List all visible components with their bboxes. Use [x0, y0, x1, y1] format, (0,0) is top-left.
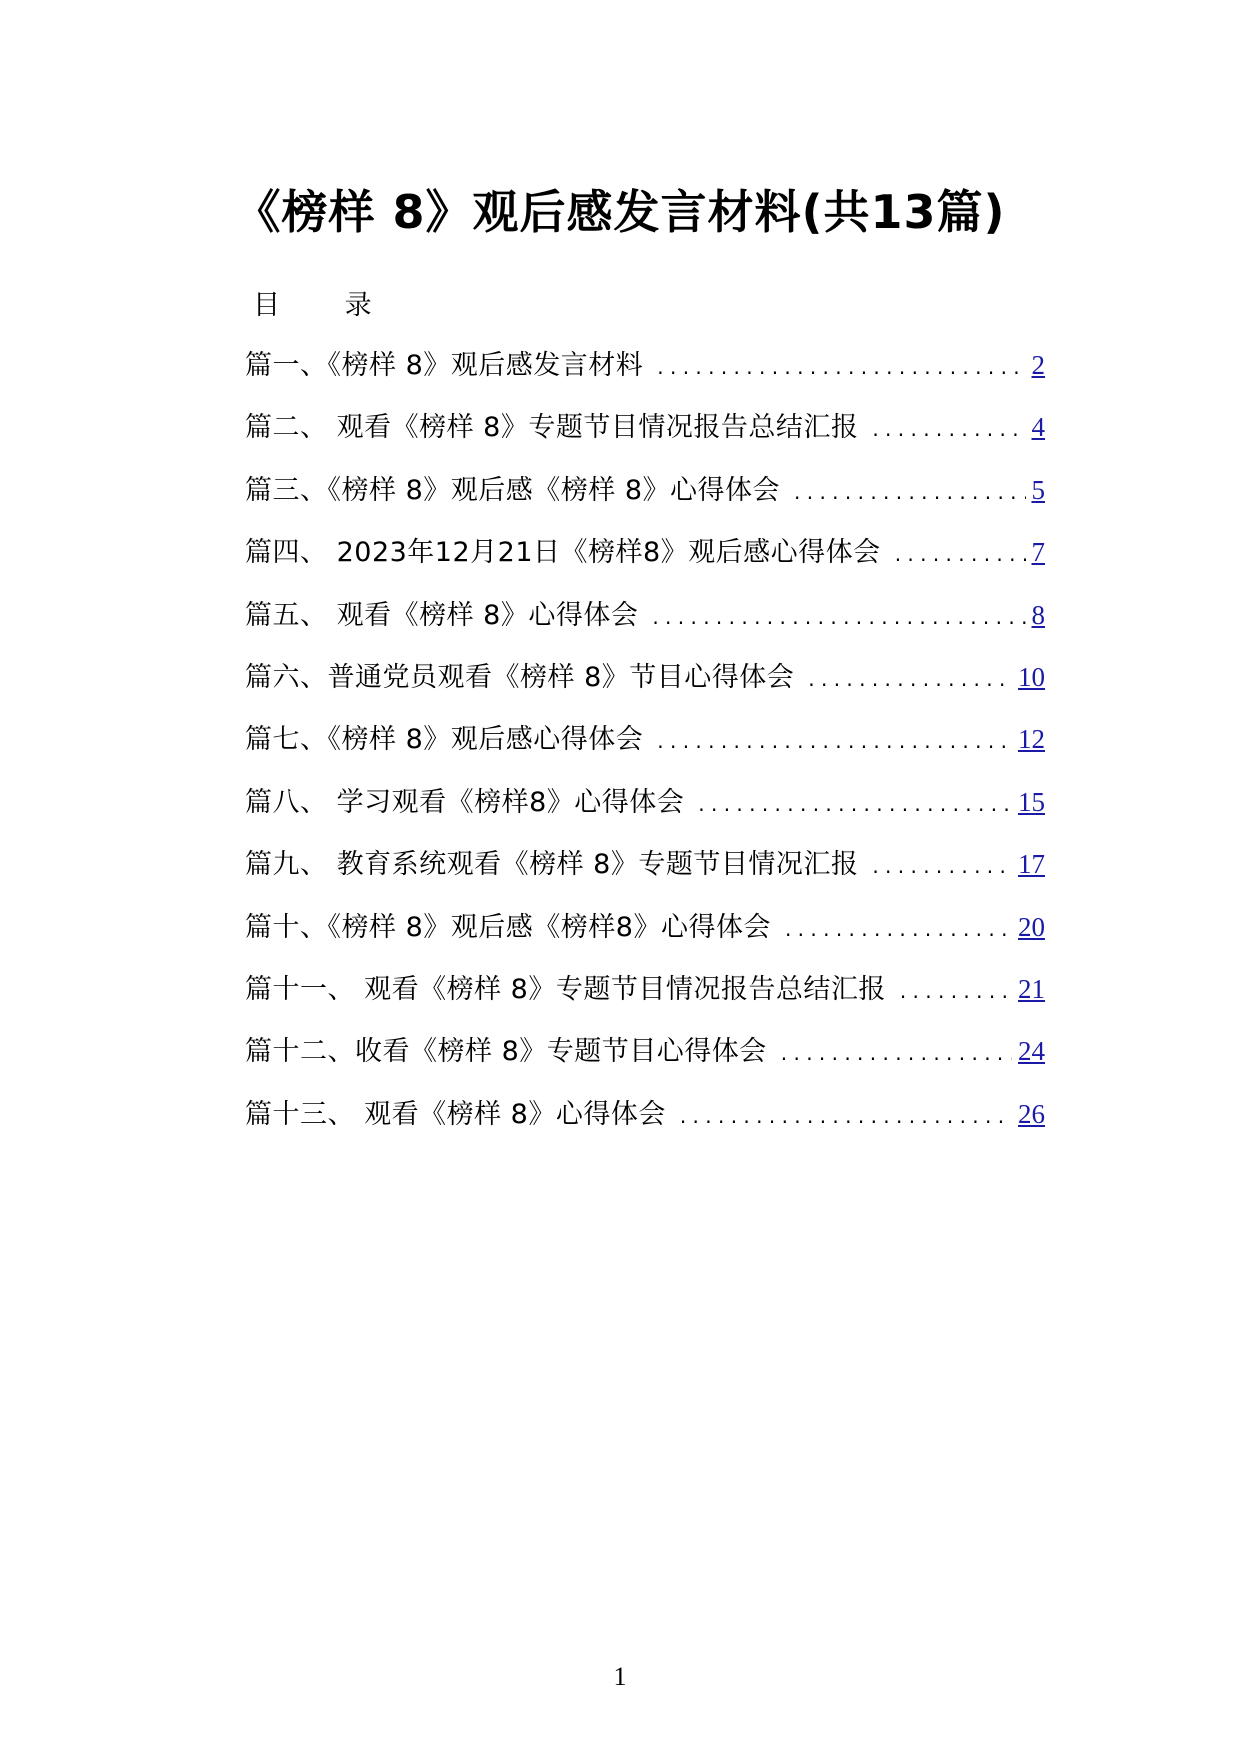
toc-entry-9[interactable]: [245, 844, 1045, 906]
toc-leader-dots: [698, 784, 1012, 824]
toc-heading: 目 录: [253, 290, 400, 321]
page-number: 1: [613, 1662, 627, 1691]
toc-entry-8[interactable]: [245, 782, 1045, 844]
toc-leader-dots: [872, 409, 1025, 449]
toc-entry-4[interactable]: [245, 532, 1045, 594]
toc-entry-6[interactable]: [245, 657, 1045, 719]
toc-entry-label[interactable]: 篇六、普通党员观看《榜样 8》节目心得体会: [245, 661, 795, 693]
toc-page-link[interactable]: 2: [1031, 350, 1045, 380]
toc-entry-label[interactable]: 篇十、《榜样 8》观后感《榜样8》心得体会: [245, 911, 771, 943]
toc-leader-dots: [808, 659, 1012, 699]
toc-entry-label[interactable]: 篇十三、 观看《榜样 8》心得体会: [245, 1098, 666, 1130]
toc-entry-label[interactable]: 篇五、 观看《榜样 8》心得体会: [245, 599, 639, 631]
toc-leader-dots: [781, 1033, 1012, 1073]
toc-entry-label[interactable]: 篇八、 学习观看《榜样8》心得体会: [245, 786, 685, 818]
toc-page-link[interactable]: 15: [1018, 786, 1045, 817]
toc-entry-label[interactable]: 篇十一、 观看《榜样 8》专题节目情况报告总结汇报: [245, 973, 886, 1005]
toc-entry-label[interactable]: 篇二、 观看《榜样 8》专题节目情况报告总结汇报: [245, 412, 859, 444]
toc-page-link[interactable]: 26: [1018, 1098, 1045, 1129]
toc-leader-dots: [794, 472, 1025, 512]
toc-entry-5[interactable]: [245, 595, 1045, 657]
toc-entry-2[interactable]: [245, 407, 1045, 469]
toc-leader-dots: [872, 846, 1012, 886]
toc-entry-label[interactable]: 篇十二、收看《榜样 8》专题节目心得体会: [245, 1036, 767, 1068]
toc-leader-dots: [657, 347, 1025, 387]
toc-page-link[interactable]: 10: [1018, 661, 1045, 692]
toc-page-link[interactable]: 4: [1031, 412, 1045, 443]
toc-page-link[interactable]: 24: [1018, 1036, 1045, 1067]
toc-entry-label[interactable]: 篇九、 教育系统观看《榜样 8》专题节目情况汇报: [245, 849, 859, 881]
toc-entry-7[interactable]: [245, 719, 1045, 781]
toc-entry-10[interactable]: [245, 907, 1045, 969]
toc-entry-label[interactable]: 篇七、《榜样 8》观后感心得体会: [245, 724, 644, 756]
table-of-contents: [245, 345, 1045, 1156]
toc-page-link[interactable]: 5: [1031, 474, 1045, 505]
toc-page-link[interactable]: 12: [1018, 724, 1045, 755]
toc-leader-dots: [785, 909, 1012, 949]
toc-page-link[interactable]: 20: [1018, 911, 1045, 942]
toc-page-link[interactable]: 17: [1018, 849, 1045, 880]
toc-entry-13[interactable]: [245, 1094, 1045, 1156]
toc-page-link[interactable]: 21: [1018, 973, 1045, 1004]
toc-entry-11[interactable]: [245, 969, 1045, 1031]
toc-entry-label[interactable]: 篇四、 2023年12月21日《榜样8》观后感心得体会: [245, 537, 881, 569]
toc-page-link[interactable]: 7: [1031, 537, 1045, 568]
toc-leader-dots: [895, 534, 1026, 574]
toc-page-link[interactable]: 8: [1031, 599, 1045, 630]
toc-entry-3[interactable]: [245, 470, 1045, 532]
toc-entry-12[interactable]: [245, 1031, 1045, 1093]
toc-leader-dots: [652, 597, 1025, 637]
toc-entry-label[interactable]: 篇一、《榜样 8》观后感发言材料: [245, 350, 644, 381]
toc-leader-dots: [900, 971, 1012, 1011]
toc-leader-dots: [657, 721, 1012, 761]
toc-leader-dots: [680, 1096, 1012, 1136]
toc-entry-1[interactable]: [245, 345, 1045, 407]
toc-entry-label[interactable]: 篇三、《榜样 8》观后感《榜样 8》心得体会: [245, 474, 781, 506]
page-title: 《榜样 8》观后感发言材料(共13篇): [234, 185, 1006, 239]
